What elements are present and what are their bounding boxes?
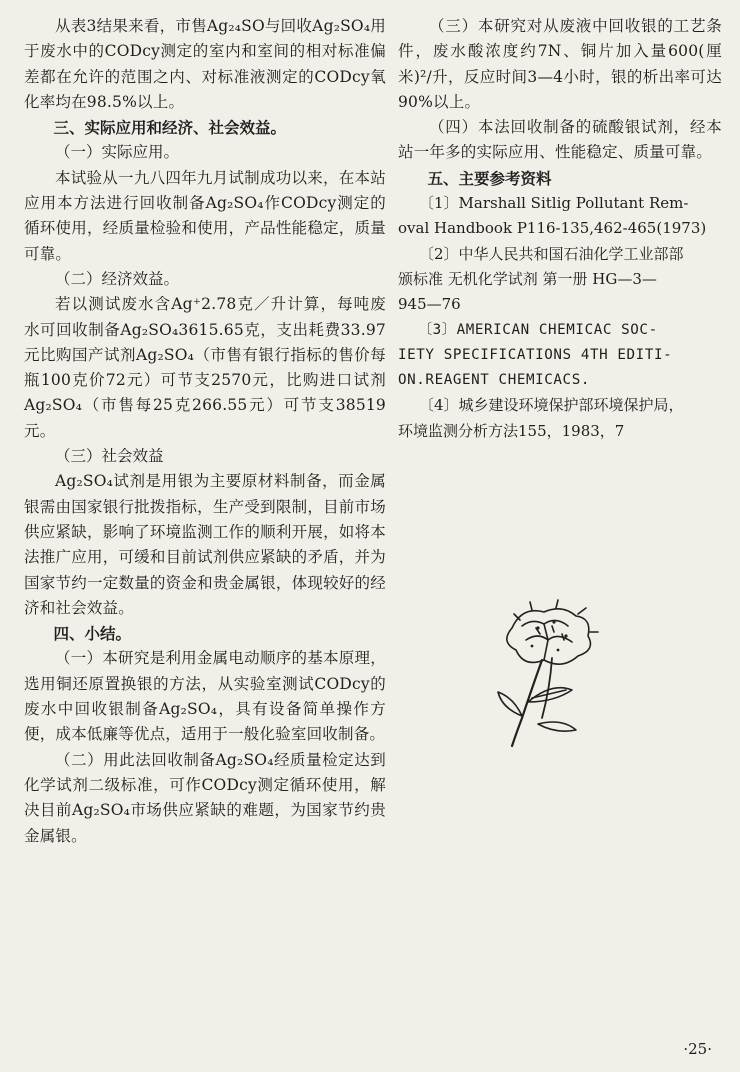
paragraph-results: 从表3结果来看，市售Ag₂₄SO与回收Ag₂SO₄用于废水中的CODcy测定的室内和室间的相对标准偏差都在允许的范围之内、对标准液测定的CODcy氧化率均在98.5%以上。 — [24, 17, 386, 111]
paragraph-summary-3: （三）本研究对从废液中回收银的工艺条件，废水酸浓度约7N、铜片加入量600(厘米)²/升，反应时间3—4小时，银的析出率可达90%以上。 — [398, 17, 722, 111]
reference-2-line-2: 颁标准 无机化学试剂 第一册 HG—3— — [398, 269, 657, 288]
subheading-economic-benefit: （二）经济效益。 — [55, 269, 180, 288]
reference-3-line-3: ON.REAGENT CHEMICACS. — [398, 372, 590, 389]
paragraph-summary-1: （一）本研究是利用金属电动顺序的基本原理，选用铜还原置换银的方法，从实验室测试CODcy的废水中回收银制备Ag₂SO₄，具有设备简单操作方便，成本低廉等优点，适用于一般化验室回收制备。 — [24, 649, 386, 744]
reference-4-line-2: 环境监测分析方法155，1983，7 — [398, 421, 625, 440]
heading-section-3: 三、实际应用和经济、社会效益。 — [53, 118, 286, 138]
left-column — [24, 14, 386, 849]
page-number: ·25· — [683, 1040, 712, 1058]
paragraph-practical-application: 本试验从一九八四年九月试制成功以来，在本站应用本方法进行回收制备Ag₂SO₄作CODcy测定的循环使用，经质量检验和使用，产品性能稳定，质量可靠。 — [24, 168, 386, 263]
right-column — [398, 14, 722, 444]
reference-4-line-1: 〔4〕城乡建设环境保护部环境保护局， — [419, 396, 684, 415]
subheading-social-benefit: （三）社会效益 — [55, 447, 164, 466]
paragraph-summary-4: （四）本法回收制备的硫酸银试剂，经本站一年多的实际应用、性能稳定、质量可靠。 — [398, 118, 722, 162]
reference-3-line-2: IETY SPECIFICATIONS 4TH EDITI- — [398, 346, 673, 363]
reference-list — [398, 191, 722, 444]
reference-1-line-1: 〔1〕Marshall Sitlig Pollutant Rem- — [419, 194, 689, 213]
reference-2-line-1: 〔2〕中华人民共和国石油化学工业部部 — [419, 244, 684, 263]
paragraph-economic-benefit: 若以测试废水含Ag⁺2.78克／升计算，每吨废水可回收制备Ag₂SO₄3615.65克，支出耗费33.97元比购国产试剂Ag₂SO₄（市售有银行指标的售价每瓶100克价72元）可节支2570元，比购进口试剂Ag₂SO₄（市售每25克266.55元）可节支38519元。 — [24, 295, 386, 440]
paragraph-summary-2: （二）用此法回收制备Ag₂SO₄经质量检定达到化学试剂二级标准，可作CODcy测定循环使用，解决目前Ag₂SO₄市场供应紧缺的难题，为国家节约贵金属银。 — [24, 750, 386, 845]
paragraph-social-benefit: Ag₂SO₄试剂是用银为主要原材料制备，而金属银需由国家银行批拨指标，生产受到限制，目前市场供应紧缺，影响了环境监测工作的顺利开展，如将本法推广应用，可缓和目前试剂供应紧缺的矛盾，并为国家节约一定数量的资金和贵金属银，体现较好的经济和社会效益。 — [24, 472, 386, 617]
heading-section-4: 四、小结。 — [53, 624, 131, 644]
heading-section-5: 五、主要参考资料 — [427, 168, 552, 188]
reference-2-line-3: 945—76 — [398, 295, 461, 314]
reference-3-line-1: 〔3〕AMERICAN CHEMICAC SOC- — [417, 321, 658, 338]
subheading-practical-application: （一）实际应用。 — [55, 143, 180, 162]
flower-illustration — [492, 598, 602, 748]
reference-1-line-2: oval Handbook P116-135,462-465(1973) — [398, 219, 707, 238]
